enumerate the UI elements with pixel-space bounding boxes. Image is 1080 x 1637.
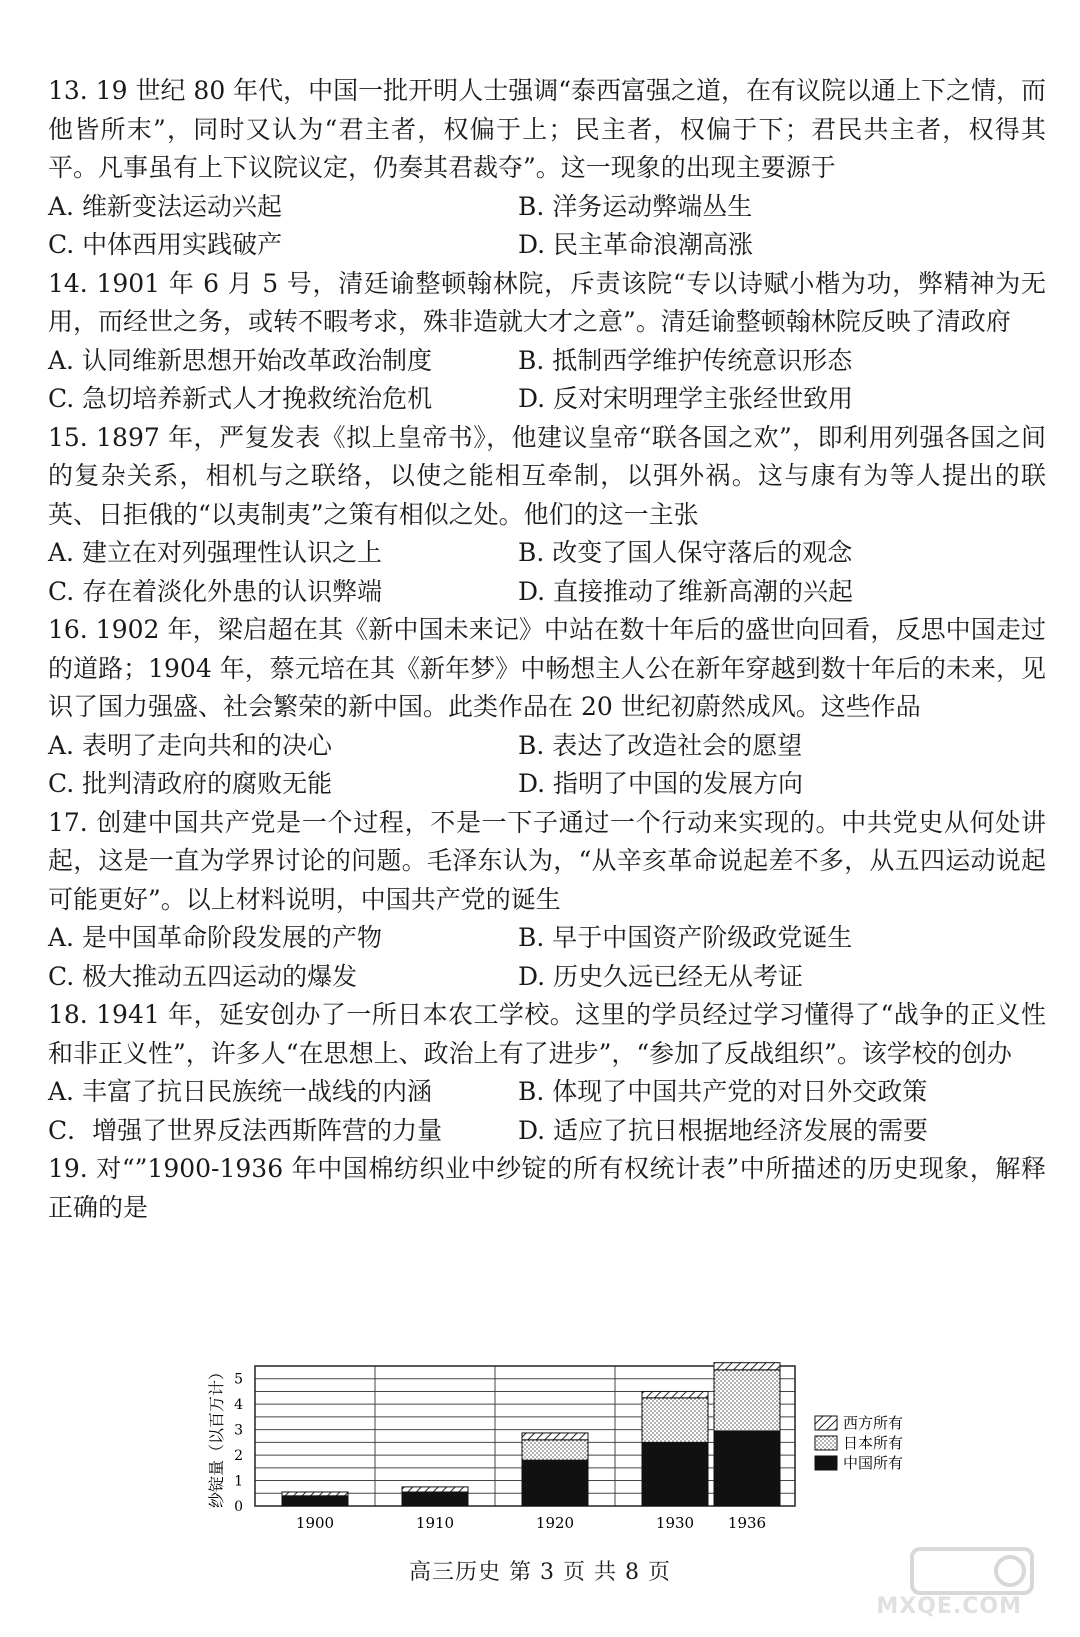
option-q18-c[interactable]: C．增强了世界反法西斯阵营的力量	[48, 1115, 443, 1145]
option-q17-d[interactable]: D. 历史久远已经无从考证	[518, 961, 804, 991]
bar-1936-中国所有	[714, 1431, 780, 1506]
y-tick-label: 5	[234, 1371, 243, 1388]
question-stem-q16: 16. 1902 年，梁启超在其《新中国未来记》中站在数十年后的盛世向回看，反思中国走过的道路；1904 年，蔡元培在其《新年梦》中畅想主人公在新年穿越到数十年后的未来，见识了国力强盛、社会繁荣的新中国。此类作品在 20 世纪初蔚然成风。这些作品	[48, 615, 1046, 721]
option-q18-a[interactable]: A. 丰富了抗日民族统一战线的内涵	[48, 1077, 432, 1106]
bar-1936-日本所有	[714, 1370, 780, 1431]
option-q16-b[interactable]: B. 表达了改造社会的愿望	[518, 730, 803, 760]
option-q18-b[interactable]: B. 体现了中国共产党的对日外交政策	[518, 1077, 928, 1106]
y-tick-label: 0	[234, 1499, 243, 1515]
legend-label-西方所有: 西方所有	[843, 1414, 904, 1432]
x-tick-label-1930: 1930	[655, 1514, 695, 1532]
options-q13	[48, 188, 1046, 265]
exam-page	[48, 72, 1046, 1227]
options-q18	[48, 1073, 1046, 1150]
option-q14-d[interactable]: D. 反对宋明理学主张经世致用	[518, 384, 854, 413]
bar-1930-中国所有	[642, 1442, 708, 1506]
legend-swatch-日本所有	[815, 1436, 837, 1450]
bar-1930-西方所有	[642, 1391, 708, 1397]
x-tick-label-1910: 1910	[415, 1514, 455, 1532]
x-tick-label-1920: 1920	[535, 1514, 575, 1532]
question-stem-q19: 19. 对“”1900-1936 年中国棉纺织业中纱锭的所有权统计表”中所描述的历史现象，解释正确的是	[48, 1154, 1046, 1222]
option-q15-d[interactable]: D. 直接推动了维新高潮的兴起	[518, 576, 854, 606]
bar-1900-西方所有	[282, 1492, 348, 1496]
option-q16-a[interactable]: A. 表明了走向共和的决心	[48, 730, 332, 760]
question-list	[48, 72, 1046, 1227]
legend-swatch-西方所有	[815, 1416, 837, 1430]
legend-label-中国所有: 中国所有	[843, 1454, 904, 1472]
y-axis-label: 纱锭量（以百万计）	[207, 1363, 226, 1509]
chart-svg	[0, 1356, 1080, 1536]
question-stem-q13: 13. 19 世纪 80 年代，中国一批开明人士强调“泰西富强之道，在有议院以通上下之情，而他皆所末”，同时又认为“君主者，权偏于上；民主者，权偏于下；君民共主者，权得其平。凡事虽有上下议院议定，仍奏其君裁夺”。这一现象的出现主要源于	[48, 76, 1046, 182]
option-q17-a[interactable]: A. 是中国革命阶段发展的产物	[48, 923, 382, 952]
option-q13-d[interactable]: D. 民主革命浪潮高涨	[518, 230, 754, 259]
option-q16-c[interactable]: C. 批判清政府的腐败无能	[48, 769, 333, 798]
bar-1936-西方所有	[714, 1363, 780, 1370]
option-q14-a[interactable]: A. 认同维新思想开始改革政治制度	[48, 345, 432, 375]
spindle-ownership-chart	[0, 1356, 1080, 1536]
watermark-logo	[876, 1545, 1052, 1625]
option-q15-b[interactable]: B. 改变了国人保守落后的观念	[518, 538, 853, 567]
options-q17	[48, 919, 1046, 996]
y-tick-label: 4	[234, 1397, 243, 1414]
question-stem-q18: 18. 1941 年，延安创办了一所日本农工学校。这里的学员经过学习懂得了“战争的正义性和非正义性”，许多人“在思想上、政治上有了进步”，“参加了反战组织”。该学校的创办	[48, 1000, 1046, 1068]
option-q15-c[interactable]: C. 存在着淡化外患的认识弊端	[48, 576, 383, 606]
bar-1920-中国所有	[522, 1460, 588, 1506]
option-q14-c[interactable]: C. 急切培养新式人才挽救统治危机	[48, 384, 433, 413]
option-q15-a[interactable]: A. 建立在对列强理性认识之上	[48, 538, 382, 567]
bar-1910-中国所有	[402, 1492, 468, 1506]
y-tick-label: 3	[234, 1422, 243, 1439]
legend-swatch-中国所有	[815, 1456, 837, 1470]
option-q13-b[interactable]: B. 洋务运动弊端丛生	[518, 191, 753, 221]
option-q18-d[interactable]: D. 适应了抗日根据地经济发展的需要	[518, 1115, 929, 1145]
option-q17-c[interactable]: C. 极大推动五四运动的爆发	[48, 961, 358, 991]
x-tick-label-1900: 1900	[295, 1514, 335, 1532]
page-footer: 高三历史 第 3 页 共 8 页	[409, 1560, 671, 1585]
bar-1910-西方所有	[402, 1487, 468, 1492]
bar-1920-西方所有	[522, 1433, 588, 1440]
question-stem-q15: 15. 1897 年，严复发表《拟上皇帝书》，他建议皇帝“联各国之欢”，即利用列强各国之间的复杂关系，相机与之联络，以使之能相互牵制，以弭外祸。这与康有为等人提出的联英、日拒俄的“以夷制夷”之策有相似之处。他们的这一主张	[48, 422, 1046, 529]
bar-1900-中国所有	[282, 1496, 348, 1506]
legend-label-日本所有: 日本所有	[843, 1434, 904, 1452]
bar-1930-日本所有	[642, 1398, 708, 1443]
question-stem-q14: 14. 1901 年 6 月 5 号，清廷谕整顿翰林院，斥责该院“专以诗赋小楷为功，弊精神为无用，而经世之务，或转不暇考求，殊非造就大才之意”。清廷谕整顿翰林院反映了清政府	[48, 268, 1046, 336]
options-q16	[48, 727, 1046, 804]
option-q13-c[interactable]: C. 中体西用实践破产	[48, 230, 283, 259]
option-q17-b[interactable]: B. 早于中国资产阶级政党诞生	[518, 923, 853, 952]
option-q13-a[interactable]: A. 维新变法运动兴起	[48, 191, 282, 221]
options-q14	[48, 342, 1046, 419]
options-q15	[48, 534, 1046, 611]
x-tick-label-1936: 1936	[727, 1514, 767, 1532]
option-q14-b[interactable]: B. 抵制西学维护传统意识形态	[518, 345, 853, 375]
question-stem-q17: 17. 创建中国共产党是一个过程，不是一下子通过一个行动来实现的。中共党史从何处讲起，这是一直为学界讨论的问题。毛泽东认为，“从辛亥革命说起差不多，从五四运动说起可能更好”。以上材料说明，中国共产党的诞生	[48, 807, 1046, 914]
y-tick-label: 2	[234, 1448, 243, 1465]
watermark-text: MXQE.COM	[876, 1594, 1022, 1619]
option-q16-d[interactable]: D. 指明了中国的发展方向	[518, 769, 804, 798]
bar-1920-日本所有	[522, 1440, 588, 1460]
y-tick-label: 1	[234, 1473, 243, 1490]
